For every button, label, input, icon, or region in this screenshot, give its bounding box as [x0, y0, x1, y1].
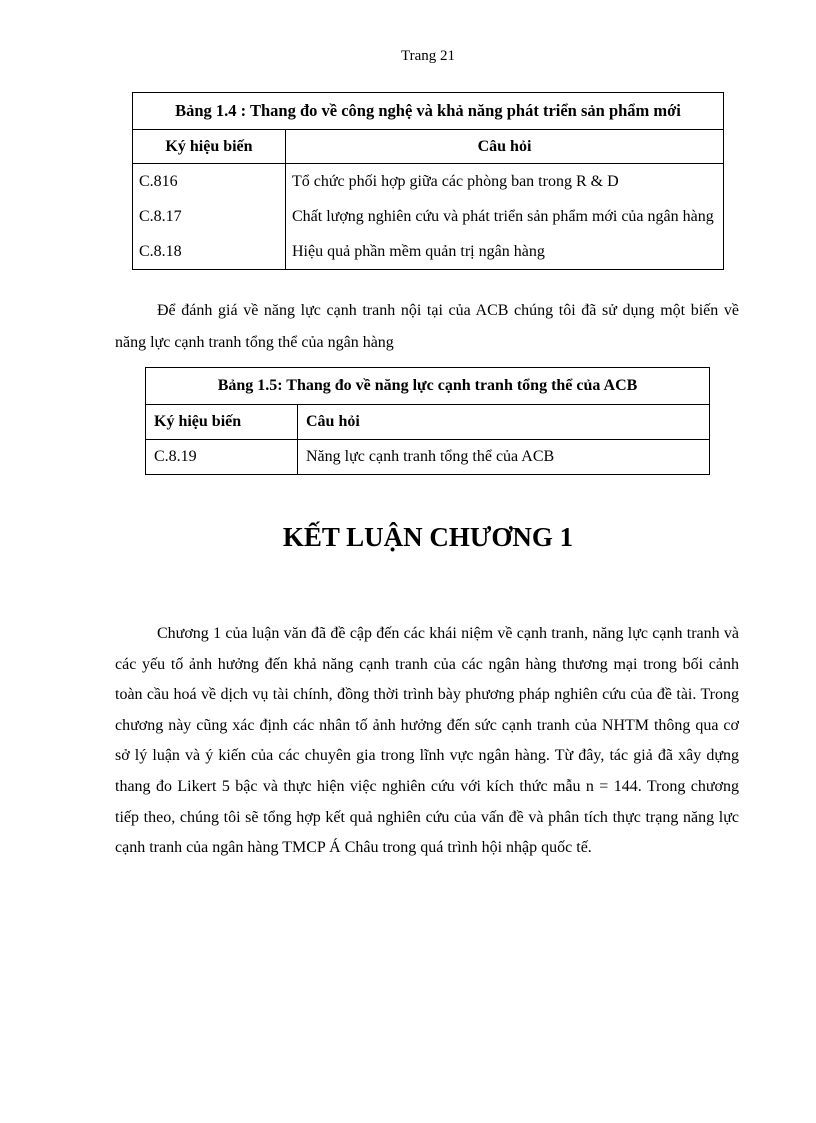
column-header-question: Câu hỏi — [286, 130, 724, 164]
question-text: Năng lực cạnh tranh tổng thể của ACB — [298, 440, 710, 475]
page-number: Trang 21 — [400, 48, 456, 64]
table-row — [133, 164, 724, 200]
table-technology-scale — [132, 92, 724, 270]
question-text: Chất lượng nghiên cứu và phát triển sản phẩm mới của ngân hàng — [286, 199, 724, 234]
table-overall-competitiveness-scale — [145, 367, 710, 475]
table-caption: Bảng 1.5: Thang đo về năng lực cạnh tranh tổng thể của ACB — [146, 368, 710, 405]
variable-code: C.8.18 — [133, 234, 286, 270]
question-text: Tổ chức phối hợp giữa các phòng ban trong R & D — [286, 164, 724, 200]
variable-code: C.8.19 — [146, 440, 298, 475]
column-header-code: Ký hiệu biến — [146, 405, 298, 440]
intro-paragraph: Để đánh giá về năng lực cạnh tranh nội tại của ACB chúng tôi đã sử dụng một biến về năng lực cạnh tranh tổng thể của ngân hàng — [115, 302, 739, 351]
variable-code: C.816 — [133, 164, 286, 200]
table-caption: Bảng 1.4 : Thang đo về công nghệ và khả năng phát triển sản phẩm mới — [133, 93, 724, 130]
column-header-question: Câu hỏi — [298, 405, 710, 440]
conclusion-paragraph: Chương 1 của luận văn đã đề cập đến các khái niệm về cạnh tranh, năng lực cạnh tranh và các yếu tố ảnh hưởng đến khả năng cạnh tranh của các ngân hàng thương mại trong bối cảnh toàn cầu hoá về dịch vụ tài chính, đồng thời trình bày phương pháp nghiên cứu của đề tài. Trong chương này cũng xác định các nhân tố ảnh hưởng đến sức cạnh tranh của NHTM thông qua cơ sở lý luận và ý kiến của các chuyên gia trong lĩnh vực ngân hàng. Từ đây, tác giả đã xây dựng thang đo Likert 5 bậc và thực hiện việc nghiên cứu với kích thức mẫu n = 144. Trong chương tiếp theo, chúng tôi sẽ tổng hợp kết quả nghiên cứu của vấn đề và phân tích thực trạng năng lực cạnh tranh của ngân hàng TMCP Á Châu trong quá trình hội nhập quốc tế. — [115, 625, 739, 857]
chapter-conclusion-heading: KẾT LUẬN CHƯƠNG 1 — [282, 522, 574, 552]
table-row — [133, 234, 724, 270]
table-row — [146, 440, 710, 475]
question-text: Hiệu quả phần mềm quản trị ngân hàng — [286, 234, 724, 270]
variable-code: C.8.17 — [133, 199, 286, 234]
column-header-code: Ký hiệu biến — [133, 130, 286, 164]
table-row — [133, 199, 724, 234]
